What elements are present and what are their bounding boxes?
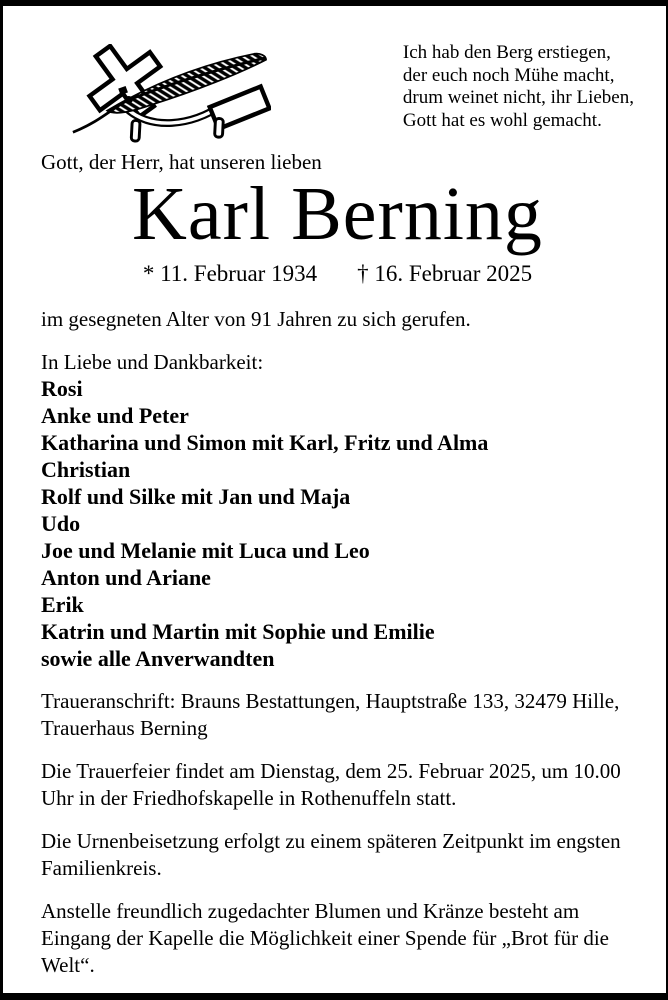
mourner-line: Joe und Melanie mit Luca und Leo (41, 538, 370, 563)
poem-line: Gott hat es wohl gemacht. (402, 109, 602, 131)
info-paragraphs (41, 688, 634, 979)
info-paragraph: Die Trauerfeier findet am Dienstag, dem 25. Februar 2025, um 10.00 Uhr in der Friedhofskapelle in Rothenuffeln statt. (41, 759, 621, 810)
birth-date: * 11. Februar 1934 (142, 261, 318, 286)
deceased-name: Karl Berning (132, 172, 543, 256)
mourner-line: Erik (41, 592, 84, 617)
mourner-line: Katharina und Simon mit Karl, Fritz und Alma (41, 430, 489, 455)
age-line: im gesegneten Alter von 91 Jahren zu sich gerufen. (41, 307, 471, 331)
info-paragraph: Die Urnenbeisetzung erfolgt zu einem späteren Zeitpunkt im engsten Familienkreis. (41, 829, 621, 880)
cross-and-palm-frond-icon (66, 44, 271, 144)
mourners-intro: In Liebe und Dankbarkeit: (41, 350, 264, 374)
mourner-line: Katrin und Martin mit Sophie und Emilie (41, 619, 435, 644)
mourner-line: Udo (41, 511, 81, 536)
death-date: † 16. Februar 2025 (357, 261, 533, 286)
mourner-line: sowie alle Anverwandten (41, 646, 275, 671)
memorial-poem (403, 42, 634, 132)
life-dates (41, 261, 634, 287)
mourner-line: Rosi (41, 376, 83, 401)
poem-line: der euch noch Mühe macht, (402, 64, 615, 86)
mourner-line: Anke und Peter (41, 403, 189, 428)
mourner-line: Rolf und Silke mit Jan und Maja (41, 484, 351, 509)
info-paragraph: Traueranschrift: Brauns Bestattungen, Hauptstraße 133, 32479 Hille, Trauerhaus Berning (41, 689, 620, 740)
info-paragraph: Anstelle freundlich zugedachter Blumen und Kränze besteht am Eingang der Kapelle die Möglichkeit einer Spende für „Brot für die Welt“. (41, 899, 609, 977)
mourners-list (41, 375, 634, 672)
intro-line: Gott, der Herr, hat unseren lieben (41, 150, 322, 174)
mourner-line: Anton und Ariane (41, 565, 211, 590)
mourner-line: Christian (41, 457, 131, 482)
poem-line: drum weinet nicht, ihr Lieben, (402, 87, 634, 108)
header (41, 42, 634, 144)
poem-line: Ich hab den Berg erstiegen, (402, 42, 611, 63)
